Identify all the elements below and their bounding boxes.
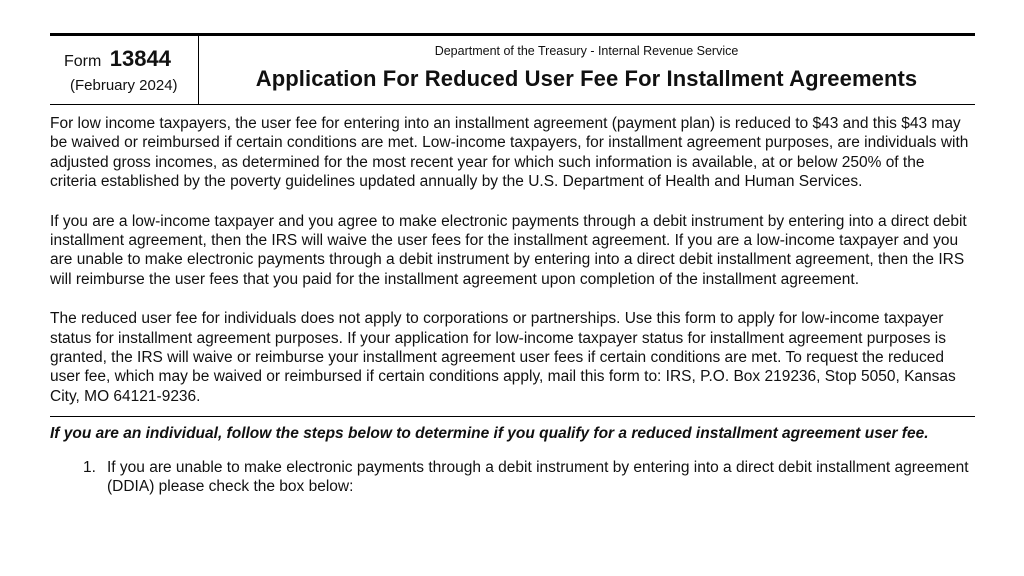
section-divider (50, 416, 975, 417)
form-title: Application For Reduced User Fee For Installment Agreements (255, 66, 918, 91)
eligibility-paragraph: The reduced user fee for individuals does not apply to corporations or partnerships. Use this form to apply for low-income taxpayer status for installment agreement purposes. If your application for low-income taxpayer status for installment agreement purposes is granted, the IRS will waive or reimburse your installment agreement user fees if certain conditions are met. To request the reduced user fee, which may be waived or reimbursed if certain conditions apply, mail this form to: IRS, P.O. Box 219236, Stop 5050, Kansas City, MO 64121-9236. (50, 310, 956, 405)
form-label: Form (64, 53, 102, 70)
form-revision-date: (February 2024) (70, 77, 178, 94)
form-number: 13844 (109, 46, 171, 71)
waiver-paragraph: If you are a low-income taxpayer and you agree to make electronic payments through a debit instrument by entering into a direct debit installment agreement, then the IRS will waive the user fees for the installment agreement. If you are a low-income taxpayer and you are unable to make electronic payments through a debit instrument by entering into a direct debit installment agreement, then the IRS will reimburse the user fees that you paid for the installment agreement upon completion of the installment agreement. (50, 212, 967, 288)
form-header (50, 33, 975, 105)
step-number: 1. (83, 458, 96, 476)
form-identifier (50, 36, 199, 104)
agency-name: Department of the Treasury - Internal Revenue Service (434, 44, 739, 58)
step-item (83, 458, 975, 497)
form-number-line (64, 46, 171, 72)
step-text: If you are unable to make electronic payments through a debit instrument by entering into a direct debit installment agreement (DDIA) please check the box below: (107, 458, 969, 496)
intro-paragraph: For low income taxpayers, the user fee for entering into an installment agreement (payment plan) is reduced to $43 and this $43 may be waived or reimbursed if certain conditions are met. Low-income taxpayers, for installment agreement purposes, are individuals with adjusted gross incomes, as determined for the most recent year for which such information is available, at or below 250% of the criteria established by the poverty guidelines updated annually by the U.S. Department of Health and Human Services. (50, 115, 969, 191)
instructions-heading: If you are an individual, follow the steps below to determine if you qualify for a reduced installment agreement user fee. (50, 425, 929, 443)
form-page (50, 33, 975, 497)
